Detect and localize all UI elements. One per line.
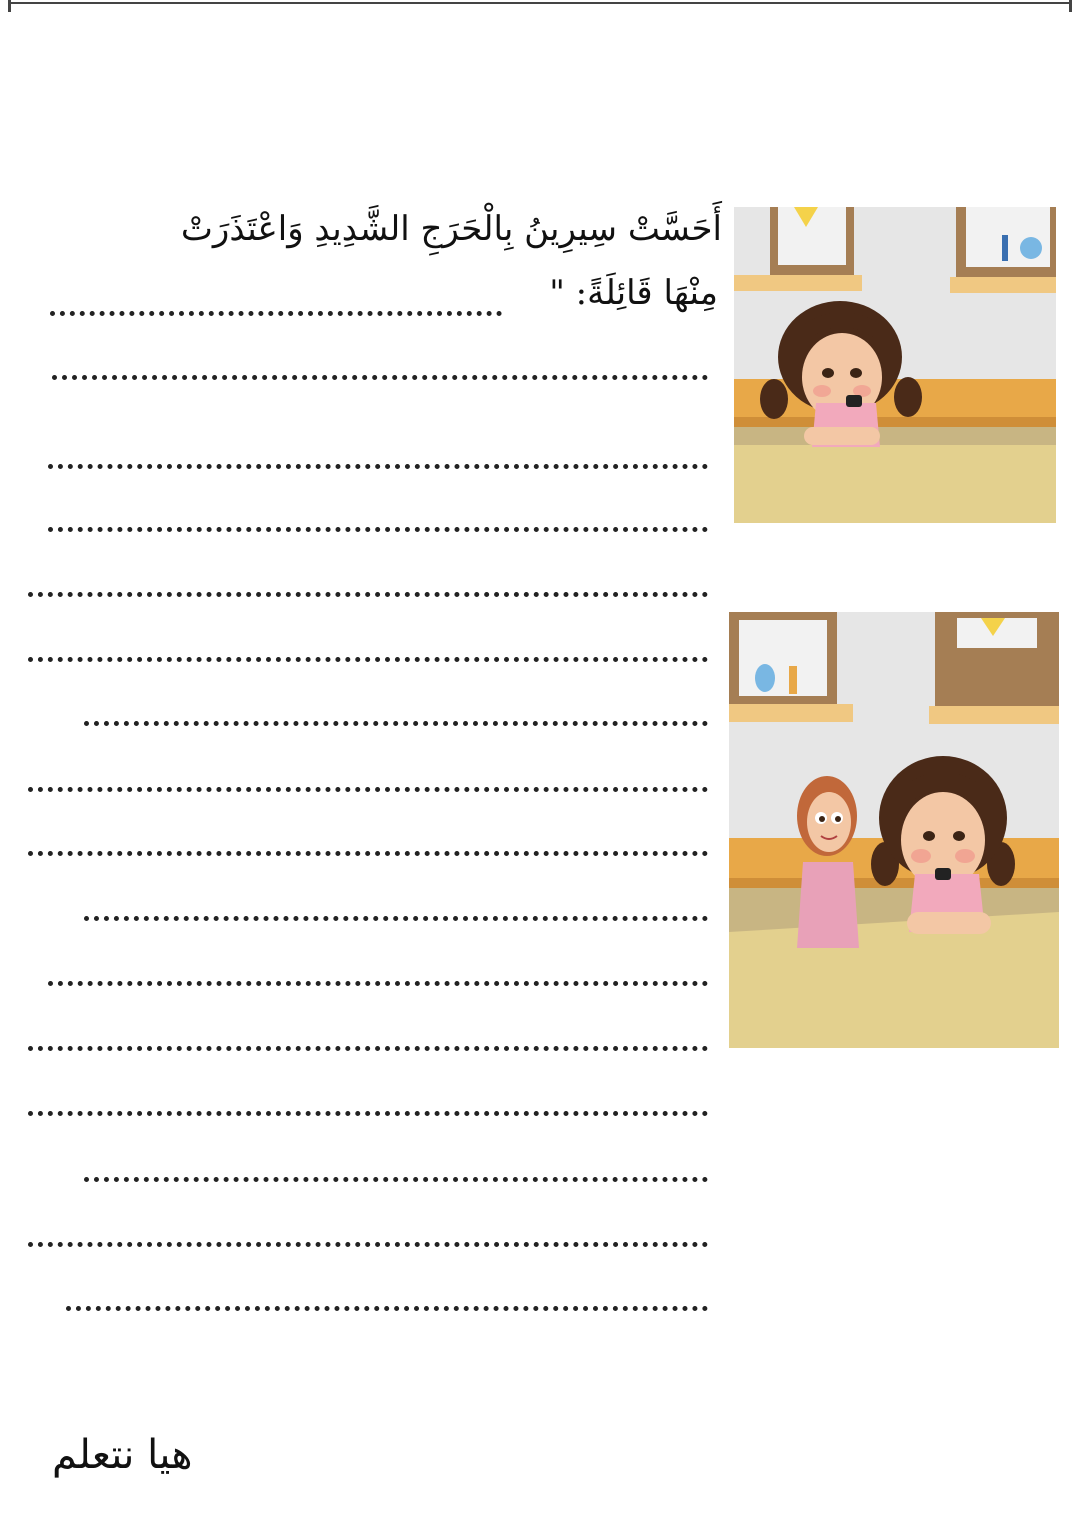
prompt-sentence-line-1: أَحَسَّتْ سِيرِينُ بِالْحَرَجِ الشَّدِيدِ وَاعْتَذَرَتْ [180, 209, 722, 249]
writing-line[interactable] [28, 657, 708, 662]
writing-line[interactable] [84, 1177, 708, 1182]
top-right-tick [1069, 0, 1072, 12]
writing-line[interactable] [28, 787, 708, 792]
writing-line[interactable] [50, 311, 502, 316]
writing-line[interactable] [48, 464, 708, 469]
writing-line[interactable] [48, 981, 708, 986]
two-girls-at-desk-illustration [729, 612, 1059, 1048]
writing-line[interactable] [52, 375, 708, 380]
footer-title: هيا نتعلم [52, 1432, 193, 1478]
writing-line[interactable] [84, 916, 708, 921]
writing-line[interactable] [28, 851, 708, 856]
writing-line[interactable] [28, 1046, 708, 1051]
sad-girl-at-desk-illustration [734, 207, 1056, 523]
writing-line[interactable] [28, 1111, 708, 1116]
writing-line[interactable] [28, 592, 708, 597]
prompt-sentence-line-2: مِنْهَا قَائِلَةً: " [549, 273, 718, 313]
writing-line[interactable] [66, 1306, 708, 1311]
writing-line[interactable] [84, 721, 708, 726]
top-border-line [8, 2, 1072, 4]
writing-line[interactable] [28, 1242, 708, 1247]
writing-line[interactable] [48, 527, 708, 532]
top-left-tick [8, 0, 11, 12]
